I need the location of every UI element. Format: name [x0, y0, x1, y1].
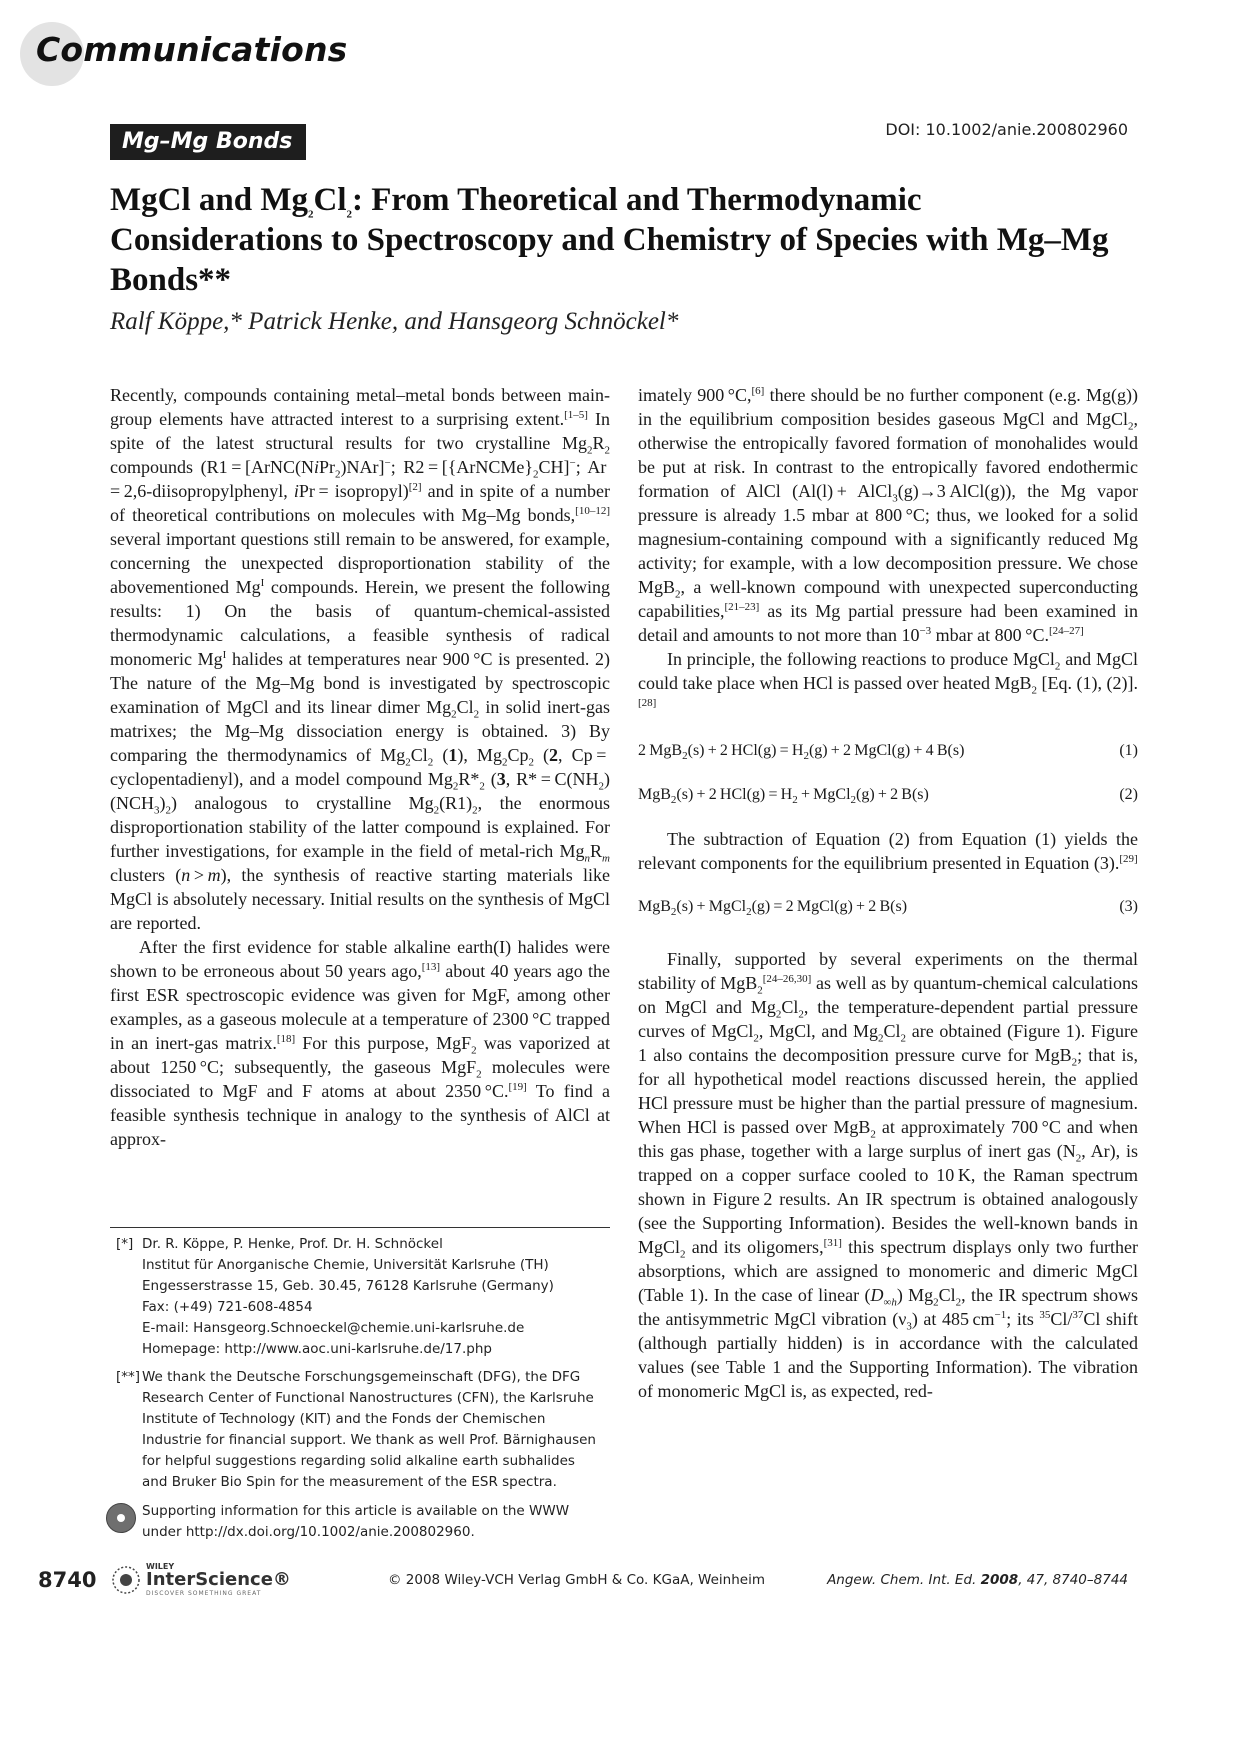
footnote-affiliation — [110, 1234, 610, 1360]
footnote-line: Industrie for financial support. We thank as well Prof. Bärnighausen — [142, 1432, 596, 1448]
publisher-interscience-text: InterScience® — [146, 1569, 291, 1590]
equation-3-body: MgB$_2$(s) + MgCl$_2$(g) = 2 MgCl(g) + 2 B(s) — [638, 898, 908, 919]
footnote-line: Institut für Anorganische Chemie, Universität Karlsruhe (TH) — [142, 1257, 549, 1273]
footnote-mark: [*] — [116, 1236, 134, 1252]
footnote-line: Supporting information for this article is available on the WWW — [142, 1503, 570, 1519]
footnote-acknowledgement — [110, 1367, 610, 1493]
equation-1-body: 2 MgB$_2$(s) + 2 $HCl(g) = H_2(g) + 2$ MgCl(g) + 4 B(s) — [638, 742, 965, 763]
footnote-supporting-info — [110, 1501, 610, 1543]
footnote-line: Institute of Technology (KIT) and the Fonds der Chemischen — [142, 1411, 546, 1427]
paragraph-intro: Recently, compounds containing metal–metal bonds between main-group elements have attracted interest to a surprising extent.[1–5] In spite of the latest structural results for two crystalline $Mg_2R_2$ compounds (R1 = [ArNC(NiPr$_2$)NAr]−; $R2 = [\{ArNCMe\}_2CH]^-$; Ar = 2,6-diisopropylphenyl, iPr = isopropyl)[2] and in spite of a number of theoretical contributions on molecules with Mg–Mg bonds,[10–12] several important questions still remain to be answered, for example, concerning the unexpected disproportionation stability of the abovementioned $Mg^I$ compounds. Herein, we present the following results: 1) On the basis of quantum-chemical-assisted thermodynamic calculations, a feasible synthesis of radical monomeric $Mg^I$ halides at temperatures near 900 °C is presented. 2) The nature of the Mg–Mg bond is investigated by spectroscopic examination of MgCl and its linear dimer $Mg_2Cl_2$ in solid inert-gas matrixes; the Mg–Mg dissociation energy is obtained. 3) By comparing the thermodynamics of $Mg_2Cl_2$ (1), $Mg_2Cp_2$ (2, Cp = cyclopentadienyl), and a model compound $Mg_2R*_2$ (3, $R* = C(NH_2)(NCH_3)_2$) analogous to crystalline $Mg_2(R1)_2$, the enormous disproportionation stability of the latter compound is explained. For further investigations, for example in the field of metal-rich $Mg_nR_m$ clusters (n > m), the synthesis of reactive starting materials like MgCl is absolutely necessary. Initial results on the synthesis of MgCl are reported. — [110, 385, 611, 933]
supporting-info-link[interactable]: under http://dx.doi.org/10.1002/anie.200802960. — [142, 1524, 475, 1540]
publisher-tagline: DISCOVER SOMETHING GREAT — [146, 1590, 262, 1597]
footnote-mark: [**] — [116, 1369, 141, 1385]
equation-2-body: MgB$_2$(s) + 2 $HCl(g) = H_2$ + MgCl$_2$(g) + 2 B(s) — [638, 786, 929, 807]
publisher-wiley-text: WILEY — [146, 1562, 175, 1571]
left-text-column — [110, 383, 610, 1151]
footnote-line: and Bruker Bio Spin for the measurement of the ESR spectra. — [142, 1474, 557, 1490]
paragraph-subtraction: The subtraction of Equation (2) from Equation (1) yields the relevant components for the equilibrium presented in Equation (3).[29] — [638, 829, 1138, 873]
paragraph-results: Finally, supported by several experiments on the thermal stability of MgB$_2$[24–26,30] as well as by quantum-chemical calculations on MgCl and $Mg_2Cl_2$, the temperature-dependent partial pressure curves of MgCl$_2$, MgCl, and $Mg_2Cl_2$ are obtained (Figure 1). Figure 1 also contains the decomposition pressure curve for MgB$_2$; that is, for all hypothetical model reactions discussed herein, the applied HCl pressure must be higher than the partial pressure of magnesium. When HCl is passed over MgB$_2$ at approximately 700 °C and when this gas phase, together with a large surplus of inert gas ($N_2$, Ar), is trapped on a copper surface cooled to 10 K, the Raman spectrum shown in Figure 2 results. An IR spectrum is obtained analogously (see the Supporting Information). Besides the well-known bands in MgCl$_2$ and its oligomers,[31] this spectrum displays only two further absorptions, which are assigned to monomeric and dimeric MgCl (Table 1). In the case of linear $(D_{\infty h})$ $Mg_2Cl_2$, the IR spectrum shows the antisymmetric MgCl vibration $(\nu_3)$ at 485 $cm^{-1}$; its $^{35}$Cl/$^{37}$Cl shift (although partially hidden) is in accordance with the calculated values (see Table 1 and the Supporting Information). The vibration of monomeric MgCl is, as expected, red- — [638, 949, 1139, 1401]
footnote-line: Dr. R. Köppe, P. Henke, Prof. Dr. H. Schnöckel — [142, 1236, 443, 1252]
footnote-line: We thank the Deutsche Forschungsgemeinschaft (DFG), the DFG — [142, 1369, 581, 1385]
footnote-email-link[interactable]: E-mail: Hansgeorg.Schnoeckel@chemie.uni-karlsruhe.de — [142, 1320, 525, 1336]
copyright-notice: © 2008 Wiley-VCH Verlag GmbH & Co. KGaA, Weinheim — [388, 1572, 765, 1588]
footnote-divider — [110, 1227, 610, 1228]
doi-label: DOI: 10.1002/anie.200802960 — [885, 120, 1128, 139]
equation-3-number: (3) — [1119, 898, 1138, 915]
journal-citation: Angew. Chem. Int. Ed. 2008, 47, 8740–8744 — [827, 1572, 1128, 1588]
category-badge: Mg–Mg Bonds — [110, 124, 306, 160]
interscience-globe-icon — [110, 1564, 142, 1596]
equation-2 — [638, 783, 1138, 807]
footnote-line: for helpful suggestions regarding solid alkaline earth subhalides — [142, 1453, 575, 1469]
footnote-homepage-link[interactable]: Homepage: http://www.aoc.uni-karlsruhe.de/17.php — [142, 1341, 492, 1357]
article-title: MgCl and $Mg_2Cl_2$: From Theoretical and Thermodynamic Considerations to Spectroscopy and Chemistry of Species with Mg–Mg Bonds** — [110, 182, 1109, 298]
paragraph-reactions: In principle, the following reactions to produce MgCl$_2$ and MgCl could take place when HCl is passed over heated MgB$_2$ [Eq. (1), (2)].[28] — [638, 649, 1138, 709]
journal-section-title: Communications — [36, 30, 348, 69]
paragraph-history: After the first evidence for stable alkaline earth(I) halides were shown to be erroneous about 50 years ago,[13] about 40 years ago the first ESR spectroscopic evidence was given for MgF, among other examples, as a gaseous molecule at a temperature of 2300 °C trapped in an inert-gas matrix.[18] For this purpose, MgF$_2$ was vaporized at about 1250 °C; subsequently, the gaseous MgF$_2$ molecules were dissociated to MgF and F atoms at about 2350 °C.[19] To find a feasible synthesis technique in analogy to the synthesis of AlCl at approx- — [110, 937, 610, 1149]
page-number: 8740 — [38, 1568, 97, 1592]
equation-1 — [638, 739, 1138, 763]
right-text-column — [638, 383, 1138, 1403]
equation-2-number: (2) — [1119, 786, 1138, 803]
footnote-line: Engesserstrasse 15, Geb. 30.45, 76128 Karlsruhe (Germany) — [142, 1278, 554, 1294]
paragraph-synthesis: imately 900 °C,[6] there should be no further component (e.g. Mg(g)) in the equilibrium composition besides gaseous MgCl and MgCl$_2$, otherwise the entropically favored formation of monohalides would be put at risk. In contrast to the entropically favored endothermic formation of AlCl (Al(l) + AlCl$_3$(g)→3 AlCl(g)), the Mg vapor pressure is already 1.5 mbar at 800 °C; thus, we looked for a solid magnesium-containing compound with a significantly reduced Mg activity; for example, with a low decomposition pressure. We chose MgB$_2$, a well-known compound with unexpected superconducting capabilities,[21–23] as its Mg partial pressure had been examined in detail and amounts to not more than $10^{-3}$ mbar at 800 °C.[24–27] — [638, 385, 1138, 645]
publisher-logo — [110, 1562, 291, 1598]
equation-3 — [638, 895, 1138, 919]
footnote-line: Fax: (+49) 721-608-4854 — [142, 1299, 313, 1315]
equation-1-number: (1) — [1119, 742, 1138, 759]
footnote-line: Research Center of Functional Nanostructures (CFN), the Karlsruhe — [142, 1390, 594, 1406]
author-list: Ralf Köppe,* Patrick Henke, and Hansgeorg Schnöckel* — [110, 308, 679, 335]
